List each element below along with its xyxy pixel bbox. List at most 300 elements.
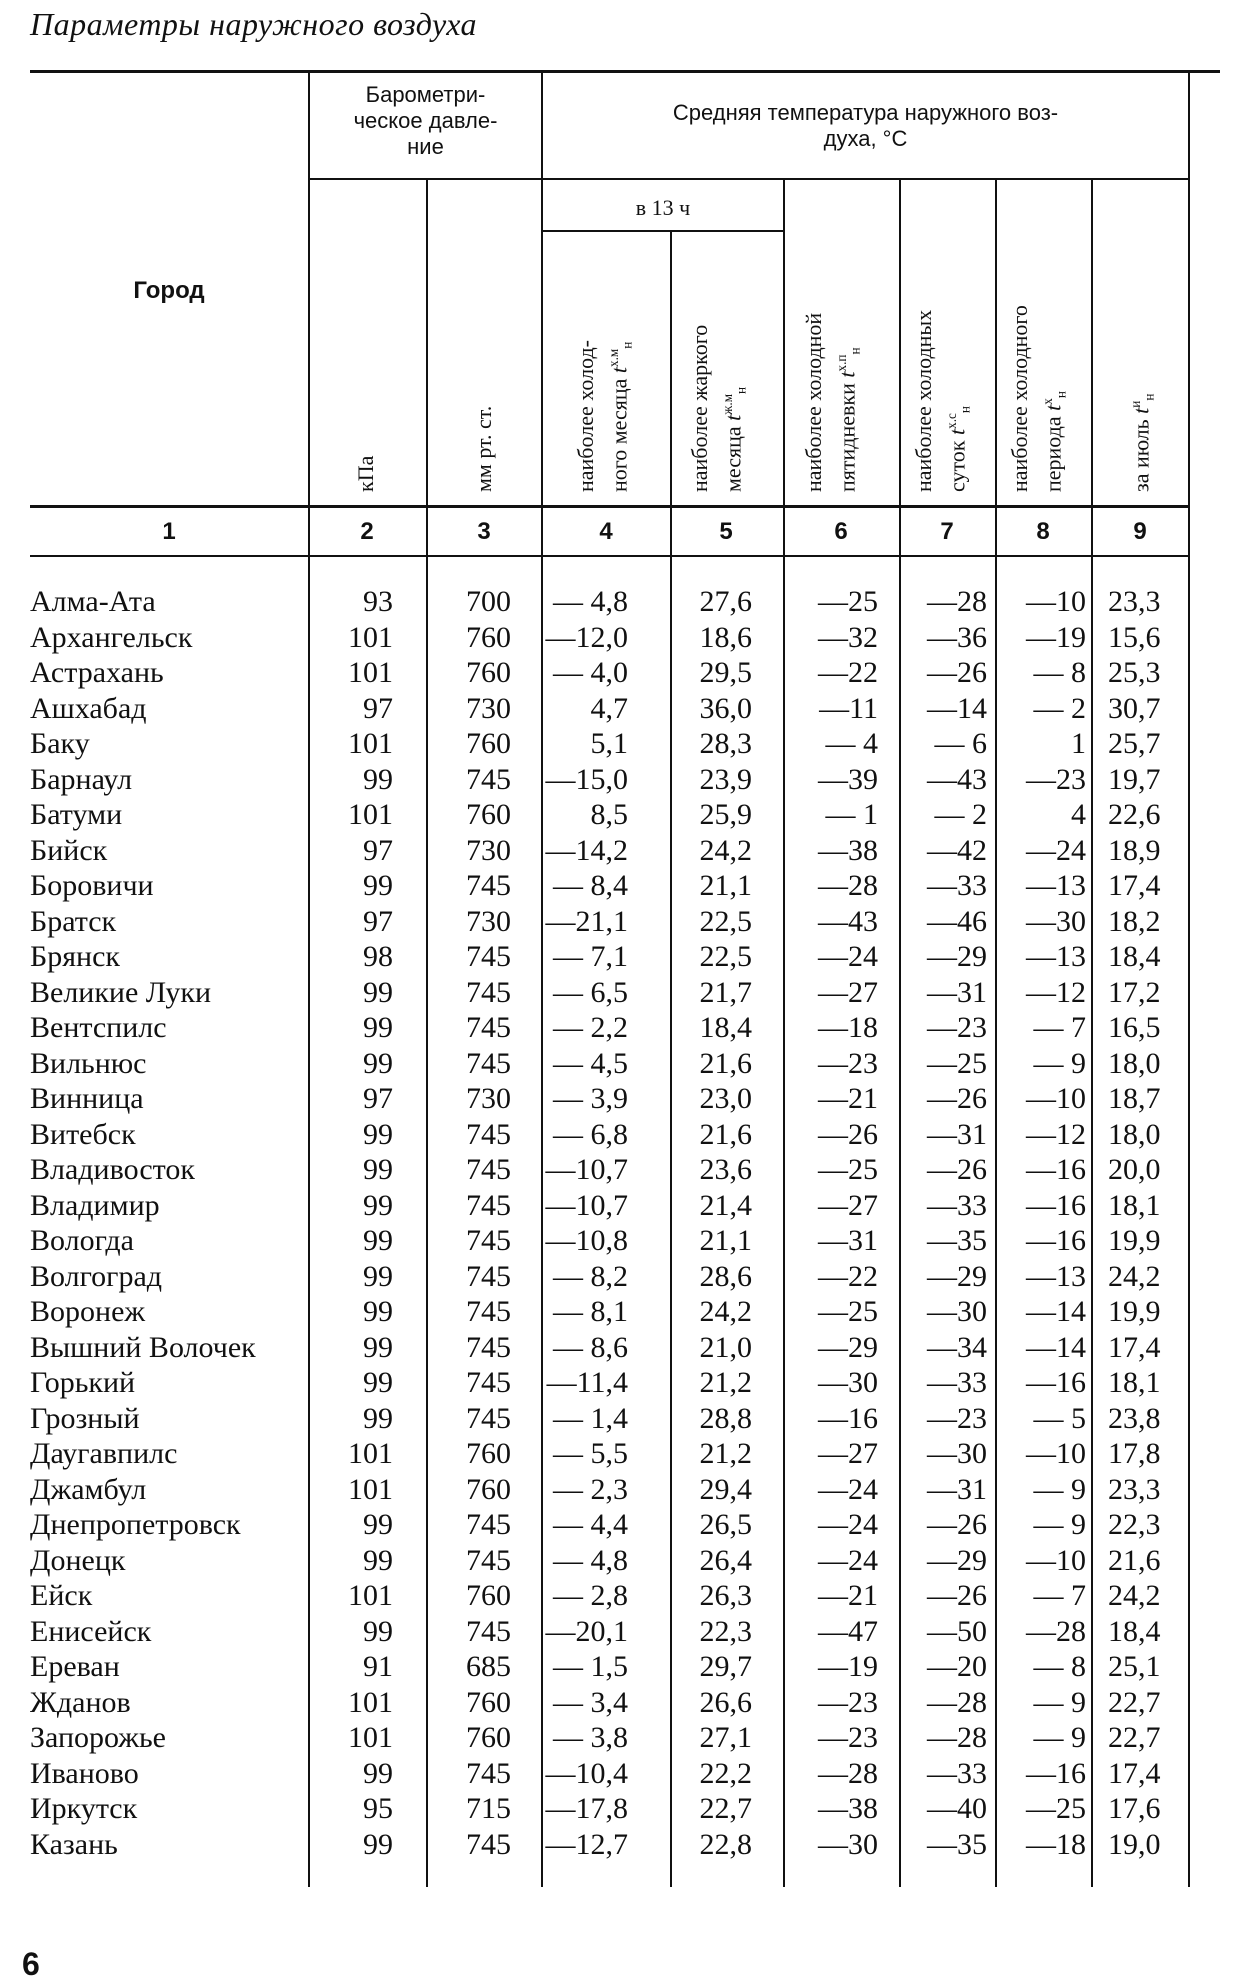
header-col9: за июль $t^и_н$: [1128, 393, 1157, 492]
coldest-fiveday-cell: —38: [818, 833, 878, 867]
pressure-mmhg-cell: 760: [466, 1721, 511, 1754]
coldest-fiveday-cell: —24: [818, 1472, 878, 1506]
header-col8: наиболее холодного периода $t^х_н$: [1007, 305, 1069, 492]
hottest-month-cell: 18,6: [699, 620, 752, 654]
coldest-month-cell: —10,7: [545, 1188, 628, 1222]
coldest-period-cell: —12: [1026, 975, 1086, 1009]
hottest-month-cell: 21,4: [699, 1188, 752, 1222]
hottest-month-cell: 26,6: [699, 1685, 752, 1719]
coldest-day-cell: —33: [927, 1188, 987, 1222]
july-cell: 18,9: [1108, 833, 1161, 867]
col-number-4: 4: [599, 518, 613, 545]
coldest-period-cell: — 2: [1033, 691, 1086, 725]
city-cell: Вентспилс: [30, 1011, 167, 1044]
city-cell: Казань: [30, 1827, 118, 1861]
pressure-kpa-cell: 101: [348, 1472, 393, 1506]
city-cell: Жданов: [30, 1685, 131, 1719]
city-cell: Вологда: [30, 1224, 134, 1257]
city-cell: Джамбул: [30, 1472, 147, 1506]
table-row: [0, 726, 1249, 762]
coldest-month-cell: — 3,9: [553, 1082, 628, 1115]
pressure-mmhg-cell: 745: [466, 1188, 511, 1222]
coldest-period-cell: — 8: [1033, 1650, 1086, 1683]
pressure-mmhg-cell: 700: [466, 585, 511, 618]
coldest-month-cell: — 4,8: [553, 585, 628, 618]
page-title: Параметры наружного воздуха: [30, 6, 478, 42]
pressure-kpa-cell: 101: [348, 620, 393, 654]
hottest-month-cell: 21,0: [699, 1330, 752, 1364]
header-col7: наиболее холодных суток $t^{х.с}_н$: [911, 309, 973, 492]
coldest-day-cell: —31: [927, 1117, 987, 1151]
coldest-day-cell: —36: [927, 620, 987, 654]
july-cell: 19,9: [1108, 1295, 1161, 1328]
coldest-day-cell: —30: [927, 1437, 987, 1470]
coldest-fiveday-cell: —47: [818, 1614, 878, 1648]
city-cell: Великие Луки: [30, 975, 212, 1009]
coldest-day-cell: —26: [927, 656, 987, 689]
temp-group-rule: [310, 178, 1190, 180]
coldest-fiveday-cell: —30: [818, 1827, 878, 1861]
coldest-period-cell: —25: [1026, 1792, 1086, 1825]
hottest-month-cell: 26,4: [699, 1543, 752, 1577]
city-cell: Запорожье: [30, 1721, 166, 1754]
coldest-period-cell: —24: [1026, 833, 1086, 867]
coldest-day-cell: —29: [927, 1259, 987, 1293]
at-13h-rule: [543, 230, 783, 232]
table-row: [0, 939, 1249, 975]
coldest-fiveday-cell: —25: [818, 1295, 878, 1328]
city-cell: Астрахань: [30, 656, 164, 689]
header-col2: кПа: [353, 455, 378, 492]
coldest-day-cell: —30: [927, 1295, 987, 1328]
coldest-period-cell: —14: [1026, 1330, 1086, 1364]
city-cell: Бийск: [30, 833, 108, 867]
pressure-kpa-cell: 98: [363, 940, 393, 973]
july-cell: 20,0: [1108, 1153, 1161, 1186]
pressure-mmhg-cell: 745: [466, 1330, 511, 1364]
coldest-day-cell: —26: [927, 1153, 987, 1186]
pressure-kpa-cell: 101: [348, 1579, 393, 1612]
city-cell: Иваново: [30, 1756, 139, 1790]
pressure-mmhg-cell: 760: [466, 1437, 511, 1470]
coldest-month-cell: —20,1: [545, 1614, 628, 1648]
pressure-kpa-cell: 99: [363, 1259, 393, 1293]
coldest-period-cell: —10: [1026, 1082, 1086, 1115]
header-at-13h: в 13 ч: [635, 195, 691, 220]
coldest-fiveday-cell: —23: [818, 1046, 878, 1080]
july-cell: 25,3: [1108, 656, 1161, 689]
july-cell: 17,4: [1108, 869, 1161, 902]
pressure-mmhg-cell: 745: [466, 940, 511, 973]
hottest-month-cell: 22,7: [699, 1792, 752, 1825]
city-cell: Брянск: [30, 940, 120, 973]
pressure-mmhg-cell: 745: [466, 1117, 511, 1151]
hottest-month-cell: 36,0: [699, 691, 752, 725]
coldest-month-cell: — 6,5: [553, 975, 628, 1009]
coldest-period-cell: —16: [1026, 1153, 1086, 1186]
table-row: [0, 1614, 1249, 1650]
coldest-fiveday-cell: —28: [818, 1756, 878, 1790]
hottest-month-cell: 26,5: [699, 1508, 752, 1541]
coldest-period-cell: — 9: [1033, 1508, 1086, 1541]
hottest-month-cell: 18,4: [699, 1011, 752, 1044]
coldest-month-cell: — 2,8: [553, 1579, 628, 1612]
pressure-mmhg-cell: 745: [466, 1046, 511, 1080]
table-row: [0, 833, 1249, 869]
july-cell: 18,2: [1108, 904, 1161, 938]
coldest-day-cell: —35: [927, 1224, 987, 1257]
pressure-kpa-cell: 101: [348, 1685, 393, 1719]
header-city: Город: [133, 277, 205, 304]
table-row: [0, 620, 1249, 656]
pressure-mmhg-cell: 730: [466, 1082, 511, 1115]
july-cell: 30,7: [1108, 691, 1161, 725]
table-row: [0, 1436, 1249, 1472]
hottest-month-cell: 28,3: [699, 727, 752, 760]
hottest-month-cell: 22,8: [699, 1827, 752, 1861]
coldest-month-cell: — 8,6: [553, 1330, 628, 1364]
coldest-month-cell: —15,0: [545, 762, 628, 796]
coldest-period-cell: — 7: [1033, 1011, 1086, 1044]
pressure-mmhg-cell: 745: [466, 1508, 511, 1541]
coldest-day-cell: —20: [927, 1650, 987, 1683]
pressure-kpa-cell: 99: [363, 1614, 393, 1648]
table-row: [0, 762, 1249, 798]
pressure-kpa-cell: 91: [363, 1650, 393, 1683]
coldest-fiveday-cell: —22: [818, 656, 878, 689]
header-bottom-rule: [30, 505, 1190, 508]
hottest-month-cell: 23,0: [699, 1082, 752, 1115]
pressure-kpa-cell: 99: [363, 1188, 393, 1222]
coldest-month-cell: — 6,8: [553, 1117, 628, 1151]
table-row: [0, 1685, 1249, 1721]
pressure-kpa-cell: 97: [363, 904, 393, 938]
coldest-month-cell: — 8,2: [553, 1259, 628, 1293]
hottest-month-cell: 21,1: [699, 1224, 752, 1257]
coldest-period-cell: — 9: [1033, 1721, 1086, 1754]
july-cell: 18,1: [1108, 1188, 1161, 1222]
table-row: [0, 1046, 1249, 1082]
coldest-fiveday-cell: —27: [818, 1188, 878, 1222]
coldest-fiveday-cell: —19: [818, 1650, 878, 1683]
coldest-period-cell: 1: [1071, 727, 1086, 760]
col-number-6: 6: [834, 518, 848, 545]
pressure-kpa-cell: 101: [348, 1721, 393, 1754]
table-row: [0, 1010, 1249, 1046]
coldest-fiveday-cell: —43: [818, 904, 878, 938]
coldest-period-cell: — 9: [1033, 1046, 1086, 1080]
city-cell: Батуми: [30, 798, 123, 831]
col-numbers-rule: [30, 555, 1190, 557]
july-cell: 19,7: [1108, 762, 1161, 796]
col-number-8: 8: [1036, 518, 1050, 545]
coldest-fiveday-cell: —23: [818, 1685, 878, 1719]
coldest-period-cell: — 9: [1033, 1472, 1086, 1506]
pressure-kpa-cell: 99: [363, 1756, 393, 1790]
pressure-kpa-cell: 99: [363, 1046, 393, 1080]
coldest-fiveday-cell: —32: [818, 620, 878, 654]
city-cell: Грозный: [30, 1401, 140, 1435]
city-cell: Архангельск: [30, 620, 193, 654]
city-cell: Горький: [30, 1366, 136, 1399]
pressure-mmhg-cell: 760: [466, 620, 511, 654]
coldest-month-cell: — 5,5: [553, 1437, 628, 1470]
col-number-1: 1: [162, 518, 176, 545]
coldest-day-cell: —28: [927, 585, 987, 618]
pressure-kpa-cell: 93: [363, 585, 393, 618]
july-cell: 17,6: [1108, 1792, 1161, 1825]
coldest-day-cell: —43: [927, 762, 987, 796]
coldest-period-cell: —16: [1026, 1366, 1086, 1399]
coldest-day-cell: —28: [927, 1721, 987, 1754]
coldest-period-cell: — 8: [1033, 656, 1086, 689]
coldest-day-cell: —14: [927, 691, 987, 725]
july-cell: 22,3: [1108, 1508, 1161, 1541]
pressure-kpa-cell: 99: [363, 1224, 393, 1257]
coldest-fiveday-cell: —23: [818, 1721, 878, 1754]
coldest-fiveday-cell: —38: [818, 1792, 878, 1825]
july-cell: 18,4: [1108, 940, 1161, 973]
july-cell: 23,3: [1108, 1472, 1161, 1506]
city-cell: Иркутск: [30, 1792, 138, 1825]
coldest-period-cell: —30: [1026, 904, 1086, 938]
coldest-day-cell: —46: [927, 904, 987, 938]
july-cell: 18,7: [1108, 1082, 1161, 1115]
table-row: [0, 1472, 1249, 1508]
coldest-period-cell: 4: [1071, 798, 1086, 831]
coldest-fiveday-cell: —39: [818, 762, 878, 796]
pressure-kpa-cell: 101: [348, 798, 393, 831]
pressure-kpa-cell: 97: [363, 833, 393, 867]
july-cell: 17,2: [1108, 975, 1161, 1009]
table-row: [0, 1117, 1249, 1153]
city-cell: Ашхабад: [30, 691, 147, 725]
header-col4: наиболее холод- ного месяца $t^{х.м}_н$: [573, 340, 635, 492]
table-row: [0, 1543, 1249, 1579]
july-cell: 18,0: [1108, 1117, 1161, 1151]
pressure-mmhg-cell: 745: [466, 1614, 511, 1648]
pressure-kpa-cell: 99: [363, 1543, 393, 1577]
july-cell: 19,0: [1108, 1827, 1161, 1861]
coldest-day-cell: —23: [927, 1011, 987, 1044]
coldest-day-cell: —29: [927, 1543, 987, 1577]
pressure-mmhg-cell: 730: [466, 691, 511, 725]
coldest-fiveday-cell: — 4: [825, 727, 878, 760]
coldest-day-cell: — 6: [934, 727, 987, 760]
coldest-fiveday-cell: —21: [818, 1082, 878, 1115]
july-cell: 25,7: [1108, 727, 1161, 760]
city-cell: Владимир: [30, 1188, 160, 1222]
pressure-mmhg-cell: 745: [466, 1259, 511, 1293]
coldest-day-cell: —31: [927, 975, 987, 1009]
july-cell: 17,4: [1108, 1756, 1161, 1790]
table-row: [0, 1827, 1249, 1863]
coldest-month-cell: — 3,8: [553, 1721, 628, 1754]
pressure-kpa-cell: 99: [363, 975, 393, 1009]
pressure-kpa-cell: 99: [363, 1295, 393, 1328]
coldest-fiveday-cell: —25: [818, 1153, 878, 1186]
pressure-kpa-cell: 99: [363, 1508, 393, 1541]
coldest-month-cell: — 2,3: [553, 1472, 628, 1506]
hottest-month-cell: 28,6: [699, 1259, 752, 1293]
pressure-mmhg-cell: 760: [466, 656, 511, 689]
coldest-day-cell: —28: [927, 1685, 987, 1719]
city-cell: Алма-Ата: [30, 585, 156, 618]
hottest-month-cell: 27,6: [699, 585, 752, 618]
hottest-month-cell: 23,6: [699, 1153, 752, 1186]
coldest-day-cell: —25: [927, 1046, 987, 1080]
coldest-day-cell: —26: [927, 1082, 987, 1115]
header-col5: наиболее жаркого месяца $t^{ж.м}_н$: [687, 324, 749, 492]
coldest-month-cell: — 8,4: [553, 869, 628, 902]
pressure-kpa-cell: 101: [348, 1437, 393, 1470]
header-temp-group: Средняя температура наружного воз- духа, °С: [672, 100, 1059, 151]
coldest-period-cell: —16: [1026, 1224, 1086, 1257]
coldest-month-cell: —17,8: [545, 1792, 628, 1825]
coldest-fiveday-cell: —25: [818, 585, 878, 618]
coldest-fiveday-cell: —26: [818, 1117, 878, 1151]
coldest-day-cell: —31: [927, 1472, 987, 1506]
city-cell: Владивосток: [30, 1153, 195, 1186]
hottest-month-cell: 26,3: [699, 1579, 752, 1612]
pressure-kpa-cell: 99: [363, 762, 393, 796]
july-cell: 18,0: [1108, 1046, 1161, 1080]
page-number: 6: [22, 1946, 40, 1982]
coldest-month-cell: —10,7: [545, 1153, 628, 1186]
coldest-period-cell: —13: [1026, 940, 1086, 973]
july-cell: 18,1: [1108, 1366, 1161, 1399]
coldest-day-cell: —26: [927, 1508, 987, 1541]
july-cell: 17,8: [1108, 1437, 1161, 1470]
coldest-fiveday-cell: — 1: [825, 798, 878, 831]
coldest-month-cell: —10,4: [545, 1756, 628, 1790]
table-row: [0, 1188, 1249, 1224]
coldest-fiveday-cell: —29: [818, 1330, 878, 1364]
coldest-month-cell: —10,8: [545, 1224, 628, 1257]
pressure-mmhg-cell: 745: [466, 1224, 511, 1257]
coldest-period-cell: —10: [1026, 585, 1086, 618]
hottest-month-cell: 29,4: [699, 1472, 752, 1506]
pressure-kpa-cell: 97: [363, 1082, 393, 1115]
col-number-3: 3: [477, 518, 491, 545]
coldest-period-cell: —10: [1026, 1543, 1086, 1577]
coldest-period-cell: —12: [1026, 1117, 1086, 1151]
july-cell: 22,6: [1108, 798, 1161, 831]
pressure-mmhg-cell: 745: [466, 1827, 511, 1861]
coldest-fiveday-cell: —18: [818, 1011, 878, 1044]
city-cell: Днепропетровск: [30, 1508, 241, 1541]
coldest-period-cell: — 7: [1033, 1579, 1086, 1612]
pressure-mmhg-cell: 745: [466, 869, 511, 902]
table-row: [0, 1259, 1249, 1295]
table-row: [0, 1649, 1249, 1685]
hottest-month-cell: 23,9: [699, 762, 752, 796]
hottest-month-cell: 27,1: [699, 1721, 752, 1754]
hottest-month-cell: 24,2: [699, 1295, 752, 1328]
coldest-period-cell: —28: [1026, 1614, 1086, 1648]
coldest-fiveday-cell: —16: [818, 1401, 878, 1435]
header-col6: наиболее холодной пятидневки $t^{х.п}_н$: [801, 312, 863, 492]
july-cell: 22,7: [1108, 1685, 1161, 1719]
coldest-month-cell: —11,4: [546, 1366, 628, 1399]
coldest-month-cell: 5,1: [590, 727, 628, 760]
pressure-mmhg-cell: 685: [466, 1650, 511, 1683]
coldest-day-cell: —40: [927, 1792, 987, 1825]
july-cell: 22,7: [1108, 1721, 1161, 1754]
col-number-5: 5: [719, 518, 733, 545]
july-cell: 18,4: [1108, 1614, 1161, 1648]
pressure-kpa-cell: 101: [348, 656, 393, 689]
hottest-month-cell: 22,3: [699, 1614, 752, 1648]
city-cell: Барнаул: [30, 762, 133, 796]
coldest-month-cell: —14,2: [545, 833, 628, 867]
pressure-mmhg-cell: 760: [466, 1579, 511, 1612]
hottest-month-cell: 28,8: [699, 1401, 752, 1435]
table-row: [0, 1401, 1249, 1437]
hottest-month-cell: 21,6: [699, 1117, 752, 1151]
city-cell: Винница: [30, 1082, 144, 1115]
coldest-month-cell: 4,7: [590, 691, 628, 725]
col-number-7: 7: [940, 518, 954, 545]
july-cell: 15,6: [1108, 620, 1161, 654]
pressure-mmhg-cell: 745: [466, 1543, 511, 1577]
hottest-month-cell: 21,2: [699, 1437, 752, 1470]
coldest-period-cell: —19: [1026, 620, 1086, 654]
july-cell: 23,3: [1108, 585, 1161, 618]
table-row: [0, 1294, 1249, 1330]
coldest-fiveday-cell: —24: [818, 940, 878, 973]
coldest-day-cell: —33: [927, 1756, 987, 1790]
coldest-day-cell: —29: [927, 940, 987, 973]
pressure-mmhg-cell: 760: [466, 1472, 511, 1506]
coldest-month-cell: — 4,8: [553, 1543, 628, 1577]
july-cell: 24,2: [1108, 1259, 1161, 1293]
city-cell: Боровичи: [30, 869, 154, 902]
pressure-kpa-cell: 101: [348, 727, 393, 760]
city-cell: Витебск: [30, 1117, 136, 1151]
coldest-month-cell: — 8,1: [553, 1295, 628, 1328]
hottest-month-cell: 22,5: [699, 940, 752, 973]
pressure-kpa-cell: 95: [363, 1792, 393, 1825]
coldest-month-cell: — 1,4: [553, 1401, 628, 1435]
coldest-month-cell: —12,7: [545, 1827, 628, 1861]
table-row: [0, 868, 1249, 904]
july-cell: 24,2: [1108, 1579, 1161, 1612]
pressure-kpa-cell: 97: [363, 691, 393, 725]
table-row: [0, 1330, 1249, 1366]
coldest-day-cell: —34: [927, 1330, 987, 1364]
pressure-kpa-cell: 99: [363, 1330, 393, 1364]
coldest-period-cell: —18: [1026, 1827, 1086, 1861]
pressure-mmhg-cell: 760: [466, 727, 511, 760]
july-cell: 23,8: [1108, 1401, 1161, 1435]
city-cell: Ереван: [30, 1650, 120, 1683]
city-cell: Даугавпилс: [30, 1437, 178, 1470]
hottest-month-cell: 24,2: [699, 833, 752, 867]
coldest-day-cell: —50: [927, 1614, 987, 1648]
coldest-period-cell: —23: [1026, 762, 1086, 796]
coldest-period-cell: —13: [1026, 1259, 1086, 1293]
july-cell: 17,4: [1108, 1330, 1161, 1364]
table-row: [0, 975, 1249, 1011]
coldest-fiveday-cell: —24: [818, 1543, 878, 1577]
city-cell: Волгоград: [30, 1259, 163, 1293]
hottest-month-cell: 22,5: [699, 904, 752, 938]
table-row: [0, 1791, 1249, 1827]
coldest-day-cell: —33: [927, 1366, 987, 1399]
coldest-period-cell: —16: [1026, 1188, 1086, 1222]
pressure-mmhg-cell: 745: [466, 1366, 511, 1399]
